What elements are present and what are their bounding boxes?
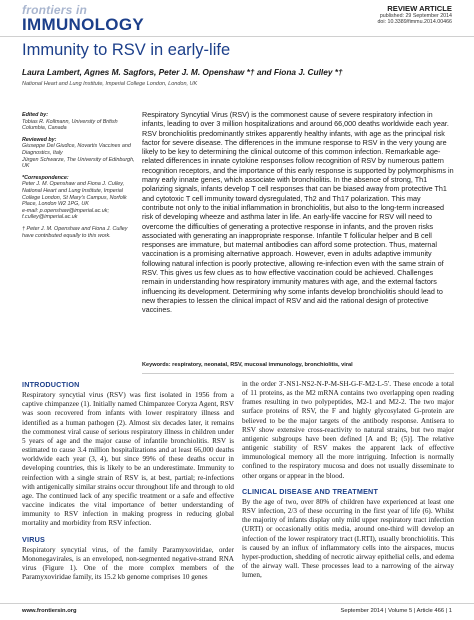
abstract-text: Respiratory Syncytial Virus (RSV) is the commonest cause of severe respiratory infection in infants, leading to over 3 million hospitalizations and around 66,000 deaths worldwide each year. RSV bronchiolitis predominantly strikes apparently healthy infants, with age as the principal risk factor for severe disease. The differences in the immune response to RSV in the very young are likely to be key to determining the clinical outcome of this common infection. Remarkable age-related differences in innate cytokine responses follow recognition of RSV by numerous pattern recognition receptors, and the importance of this early response is supported by polymorphisms in many early innate genes, which associate with bronchiolitis. In the absence of strong, Th1 polarizing signals, infants develop T cell responses that can be biased away from protective Th1 and cytotoxic T cell immunity toward dysregulated, Th2 and Th17 polarization. This may contribute not only to the initial inflammation in bronchiolitis, but also to the long-term increased risk of developing wheeze and asthma later in life. An early-life vaccine for RSV will need to overcome the difficulties of generating a protective response in infants, and the proven risks associated with generating an inappropriate response. Infantile T follicular helper and B cell responses are immature, but maternal antibodies can afford some protection. Thus, maternal vaccination is a promising alternative approach. However, even in adults adaptive immunity following natural infection is poorly protective, allowing re-infection even with the same strain of RSV. This gives us few clues as to how effective vaccination could be achieved. Challenges remain in understanding how respiratory immunity matures with age, and the external factors influencing its development. Determining why some infants develop bronchiolitis should lead to new therapies to lessen the clinical impact of RSV and aid the rational design of protective vaccines. [142,110,454,315]
equal-contribution-note: † Peter J. M. Openshaw and Fiona J. Culley have contributed equally to this work. [22,225,128,239]
edited-by-block [22,112,140,132]
footer-divider [0,603,474,604]
introduction-text: Respiratory syncytial virus (RSV) was first isolated in 1956 from a captive chimpanzee (1). Initially named Chimpanzee Coryza Agent, RSV was soon recovered from infants with lower respiratory illness and identified as a human pathogen (2). Almost six decades later, it remains the commonest viral cause of serious respiratory illness in children under 5 years of age and the major cause of infantile bronchiolitis. RSV is estimated to cause 3.4 million hospitalizations and at least 66,000 deaths worldwide each year (3, 4), but since 99% of these deaths occur in developing countries, this is likely to be an underestimate. Immunity to reinfection with a single strain of RSV is, at best, partial; re-infections with antigenically similar strains occur throughout life and through to old age. The continued lack of any specific treatment or a safe and effective vaccine indicates the vital importance of better understanding of immunity to RSV infection in making progress in reducing global mortality and morbidity from RSV infection. [22,391,234,528]
edited-by-label: Edited by: [22,112,49,118]
article-title: Immunity to RSV in early-life [22,41,231,59]
body-column-right [242,380,454,584]
edited-by-text: Tobias R. Kollmann, University of British Columbia, Canada [22,118,118,132]
affiliation: National Heart and Lung Institute, Imperial College London, London, UK [22,81,198,87]
virus-text: Respiratory syncytial virus, of the family Paramyxoviridae, order Mononegavirales, is an enveloped, non-segmented negative-strand RNA virus (Figure 1). One of the more complex members of the Paramyxoviridae family, its 15.2 kb genome comprises 10 genes [22,545,234,582]
article-type: REVIEW ARTICLE [387,4,452,13]
reviewed-by-text: Giuseppe Del Giudice, Novartis Vaccines and Diagnostics, Italy Jürgen Schwarze, The University of Edinburgh, UK [22,143,135,170]
reviewed-by-label: Reviewed by: [22,136,57,143]
correspondence-text[interactable]: Peter J. M. Openshaw and Fiona J. Culley, National Heart and Lung Institute, Imperial College London, St Mary's Campus, Norfolk Place, London W2 1PG, UK e-mail: p.openshaw@imperial.ac.uk; f.culley@imperial.ac.uk [22,181,127,221]
introduction-heading: INTRODUCTION [22,380,80,389]
header-divider [0,36,474,37]
body-column-left [22,380,234,586]
journal-logo-name: IMMUNOLOGY [22,15,144,34]
correspondence-block [22,175,140,221]
website-link[interactable]: www.frontiersin.org [22,608,77,614]
reviewed-by-block [22,137,140,170]
correspondence-label: *Correspondence: [22,174,69,181]
journal-logo-line1: frontiers in [22,3,88,17]
clinical-heading: CLINICAL DISEASE AND TREATMENT [242,486,379,496]
abstract-divider [142,373,454,374]
abstract [142,110,454,315]
doi-link[interactable]: doi: 10.3389/fimmu.2014.00466 [377,19,452,26]
virus-heading: VIRUS [22,534,45,544]
article-meta [377,4,452,26]
keywords-list: respiratory, neonatal, RSV, mucosal immunology, bronchiolitis, viral [172,362,353,368]
keywords-label: Keywords: [142,362,171,368]
page-info: September 2014 | Volume 5 | Article 466 | 1 [340,608,452,614]
author-list: Laura Lambert, Agnes M. Sagfors, Peter J. M. Openshaw *† and Fiona J. Culley *† [22,67,343,77]
keywords [142,362,454,368]
published-date: published: 29 September 2014 [379,13,452,19]
virus-continued-text: in the order 3′-NS1-NS2-N-P-M-SH-G-F-M2-L-5′. These encode a total of 11 proteins, as the M2 mRNA contains two overlapping open reading frames resulting in two polypeptides, M2-1 and M2-2. The two major surface proteins of RSV, the F and highly glycosylated G-protein are believed to be the major targets of the antibody response. Antisera to RSV show extensive cross-reactivity to natural strains, but two major antigenic subgroups have been defined [A and B; (5)]. The relative antigenic stability of RSV makes the apparent lack of effective immunological memory all the more intriguing. Infection is normally confined to the respiratory mucosa and does not usually disseminate to other organs or appear in the blood. [242,380,454,480]
editorial-sidebar [22,112,140,244]
clinical-text: By the age of two, over 80% of children have experienced at least one RSV infection, 2/3 of these occurring in the first year of life (6). Whilst the majority of infants display only mild upper respiratory tract infection (URTI) or occasionally otitis media, around one-third will develop an infection of the lower respiratory tract (LRTI), usually bronchiolitis. This is caused by an influx of inflammatory cells into the airspaces, mucus hyper-production, shedding of necrotic airway epithelial cells, and edema of the airway wall. These processes lead to a narrowing of the airway lumen, [242,497,454,580]
